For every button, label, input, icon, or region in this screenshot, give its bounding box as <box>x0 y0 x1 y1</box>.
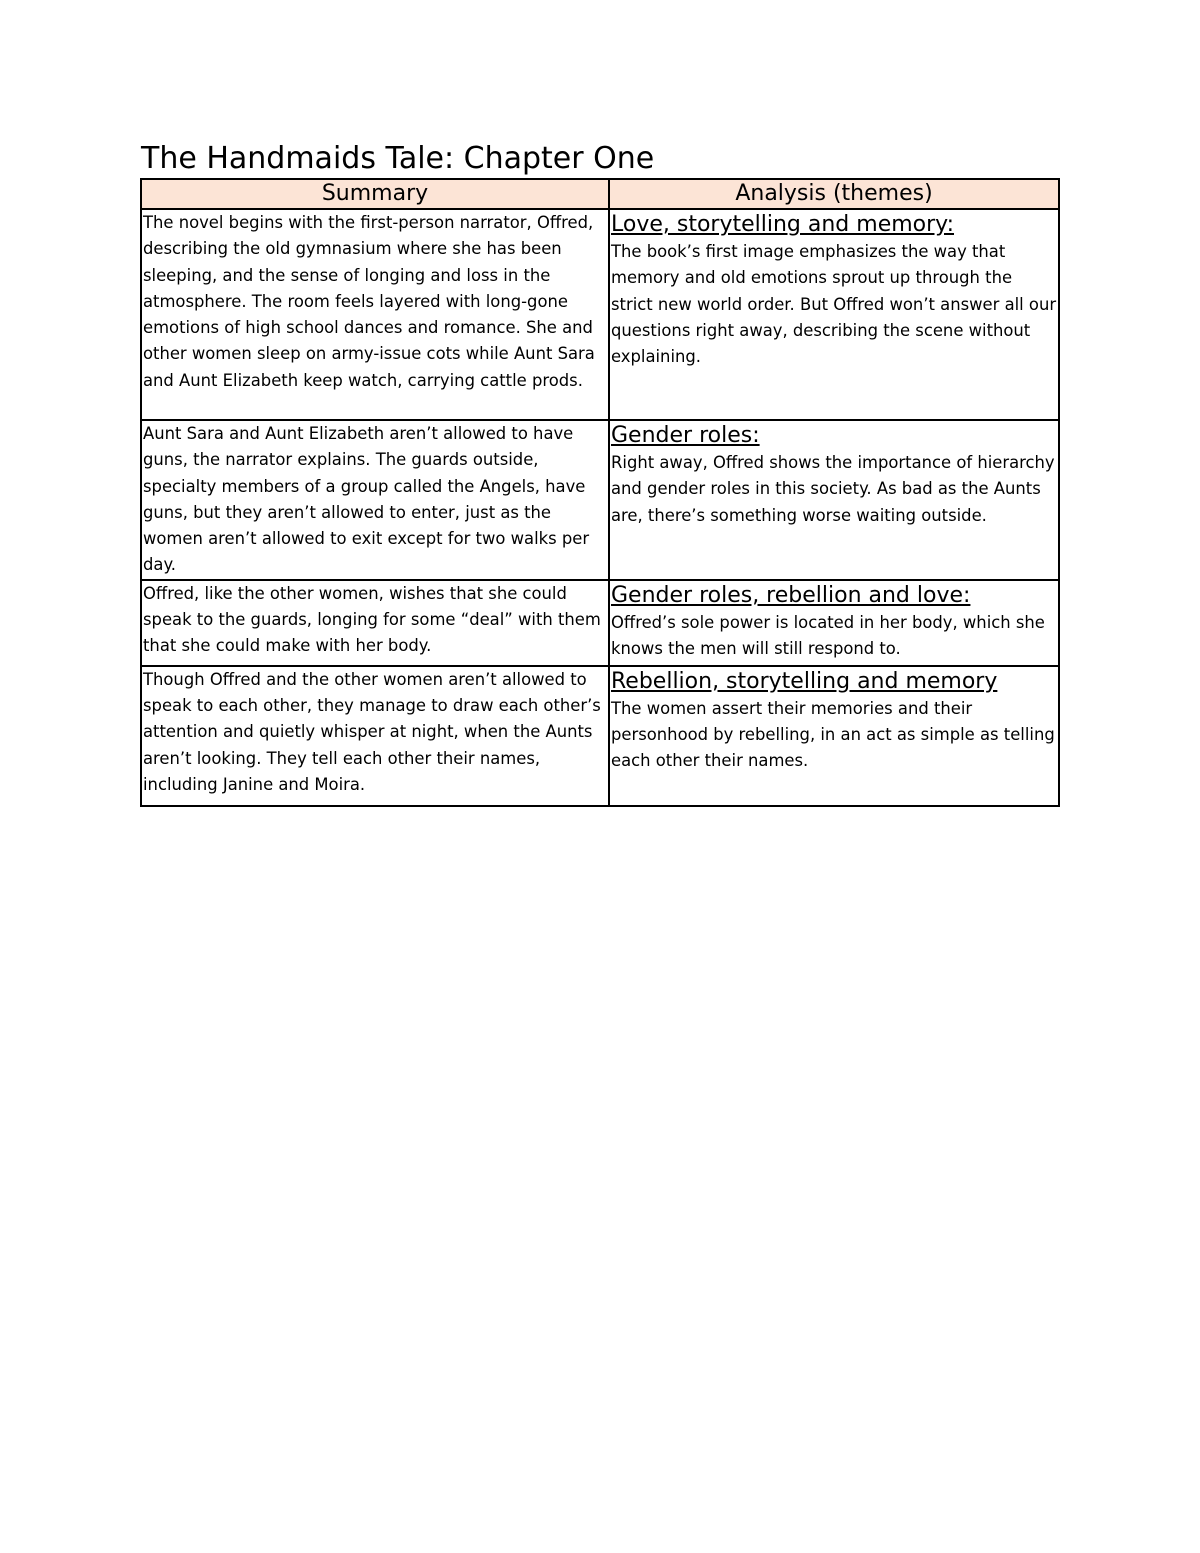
chapter-notes-table <box>140 178 1060 807</box>
summary-text: The novel begins with the first-person narrator, Offred, describing the old gymnasium where she has been sleeping, and the sense of longing and loss in the atmosphere. The room feels layered with long-gone emotions of high school dances and romance. She and other women sleep on army-issue cots while Aunt Sara and Aunt Elizabeth keep watch, carrying cattle prods. <box>143 213 595 390</box>
analysis-cell <box>609 209 1059 420</box>
theme-heading: Rebellion, storytelling and memory <box>611 668 998 694</box>
analysis-cell <box>609 420 1059 580</box>
summary-cell <box>141 666 609 806</box>
theme-heading: Gender roles: <box>611 423 760 448</box>
header-analysis: Analysis (themes) <box>609 179 1059 209</box>
header-summary: Summary <box>141 179 609 209</box>
table-header-row <box>141 179 1059 209</box>
table-row <box>141 580 1059 666</box>
summary-cell <box>141 580 609 666</box>
document-title: The Handmaids Tale: Chapter One <box>141 141 655 176</box>
analysis-text: Offred’s sole power is located in her body, which she knows the men will still respond to. <box>611 612 1045 659</box>
theme-heading: Love, storytelling and memory: <box>611 212 954 237</box>
summary-cell <box>141 420 609 580</box>
summary-text: Though Offred and the other women aren’t allowed to speak to each other, they manage to draw each other’s attention and quietly whisper at night, when the Aunts aren’t looking. They tell each other their names, including Janine and Moira. <box>143 669 601 794</box>
analysis-cell <box>609 666 1059 806</box>
table-row <box>141 209 1059 420</box>
summary-cell <box>141 209 609 420</box>
table-row <box>141 666 1059 806</box>
analysis-text: The women assert their memories and their personhood by rebelling, in an act as simple as telling each other their names. <box>611 698 1055 771</box>
analysis-text: The book’s first image emphasizes the way that memory and old emotions sprout up through the strict new world order. But Offred won’t answer all our questions right away, describing the scene without explaining. <box>611 242 1057 367</box>
table-row <box>141 420 1059 580</box>
analysis-text: Right away, Offred shows the importance of hierarchy and gender roles in this society. As bad as the Aunts are, there’s something worse waiting outside. <box>611 453 1055 525</box>
summary-text: Offred, like the other women, wishes that she could speak to the guards, longing for some “deal” with them that she could make with her body. <box>143 583 601 656</box>
theme-heading: Gender roles, rebellion and love: <box>611 582 971 608</box>
analysis-cell <box>609 580 1059 666</box>
summary-text: Aunt Sara and Aunt Elizabeth aren’t allowed to have guns, the narrator explains. The guards outside, specialty members of a group called the Angels, have guns, but they aren’t allowed to enter, just as the women aren’t allowed to exit except for two walks per day. <box>143 424 590 575</box>
